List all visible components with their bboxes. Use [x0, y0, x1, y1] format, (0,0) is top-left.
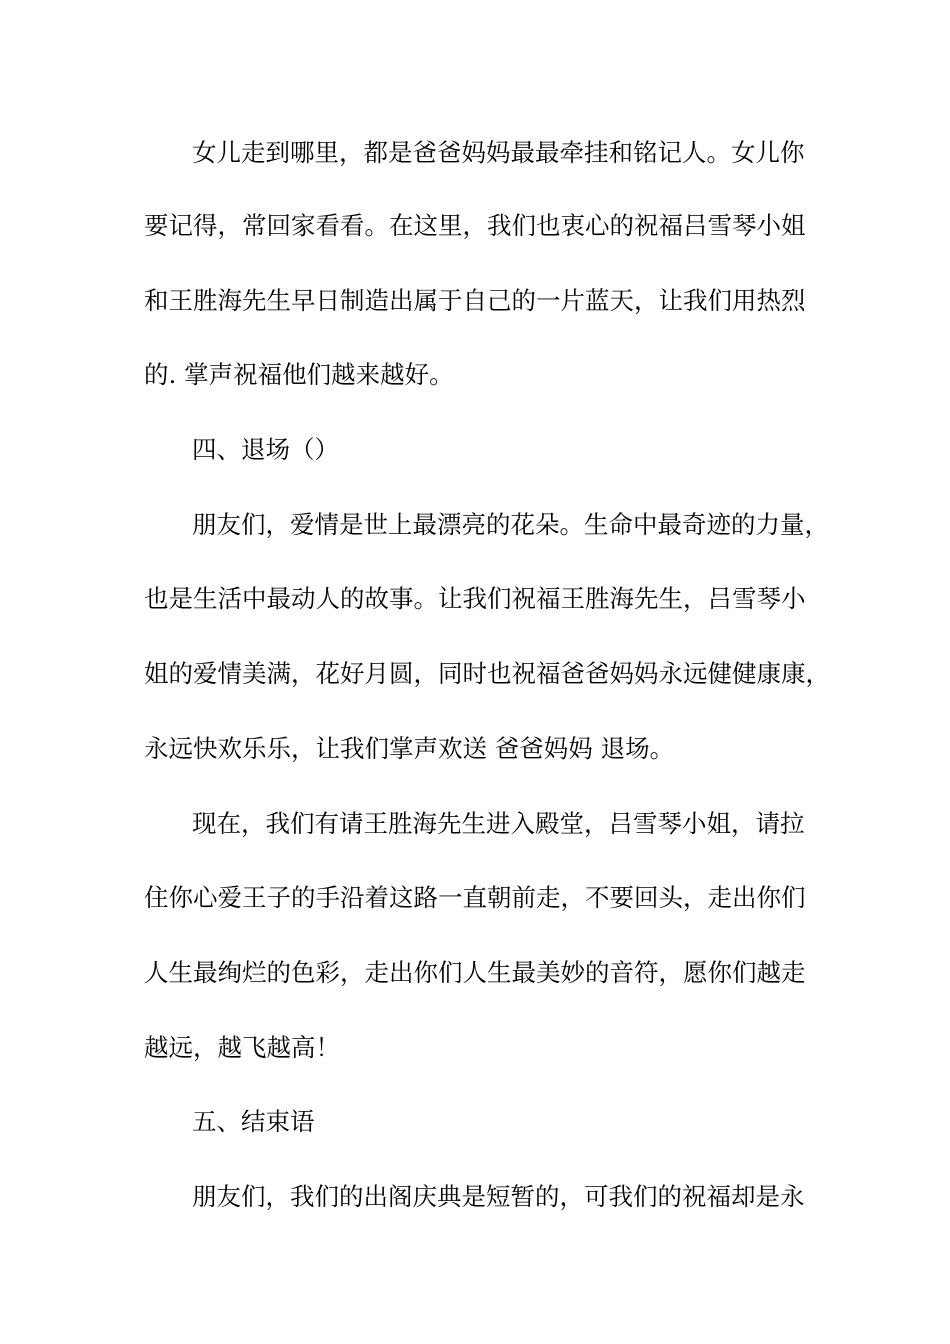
paragraph-line: 越远，越飞越高！ [144, 1033, 340, 1062]
paragraph-line: 女儿走到哪里，都是爸爸妈妈最最牵挂和铭记人。女儿你 [192, 138, 805, 167]
paragraph-line: 住你心爱王子的手沿着这路一直朝前走，不要回头，走出你们 [144, 883, 806, 912]
paragraph-line: 姐的爱情美满，花好月圆，同时也祝福爸爸妈妈永远健健康康， [144, 659, 830, 688]
paragraph-line: 现在，我们有请王胜海先生进入殿堂，吕雪琴小姐，请拉 [192, 809, 805, 838]
paragraph-line: 朋友们，爱情是世上最漂亮的花朵。生命中最奇迹的力量， [192, 510, 829, 539]
paragraph-line: 的. 掌声祝福他们越来越好。 [144, 360, 454, 389]
paragraph-line: 朋友们，我们的出阁庆典是短暂的，可我们的祝福却是永 [192, 1182, 805, 1211]
paragraph-line: 和王胜海先生早日制造出属于自己的一片蓝天，让我们用热烈 [144, 286, 806, 315]
section-heading: 四、退场（） [192, 435, 339, 464]
paragraph-line: 永远快欢乐乐，让我们掌声欢送 爸爸妈妈 退场。 [144, 734, 675, 763]
paragraph-line: 也是生活中最动人的故事。让我们祝福王胜海先生，吕雪琴小 [144, 584, 806, 613]
paragraph-line: 要记得，常回家看看。在这里，我们也衷心的祝福吕雪琴小姐 [144, 211, 806, 240]
paragraph-line: 人生最绚烂的色彩，走出你们人生最美妙的音符，愿你们越走 [144, 958, 806, 987]
section-heading: 五、结束语 [192, 1107, 315, 1136]
